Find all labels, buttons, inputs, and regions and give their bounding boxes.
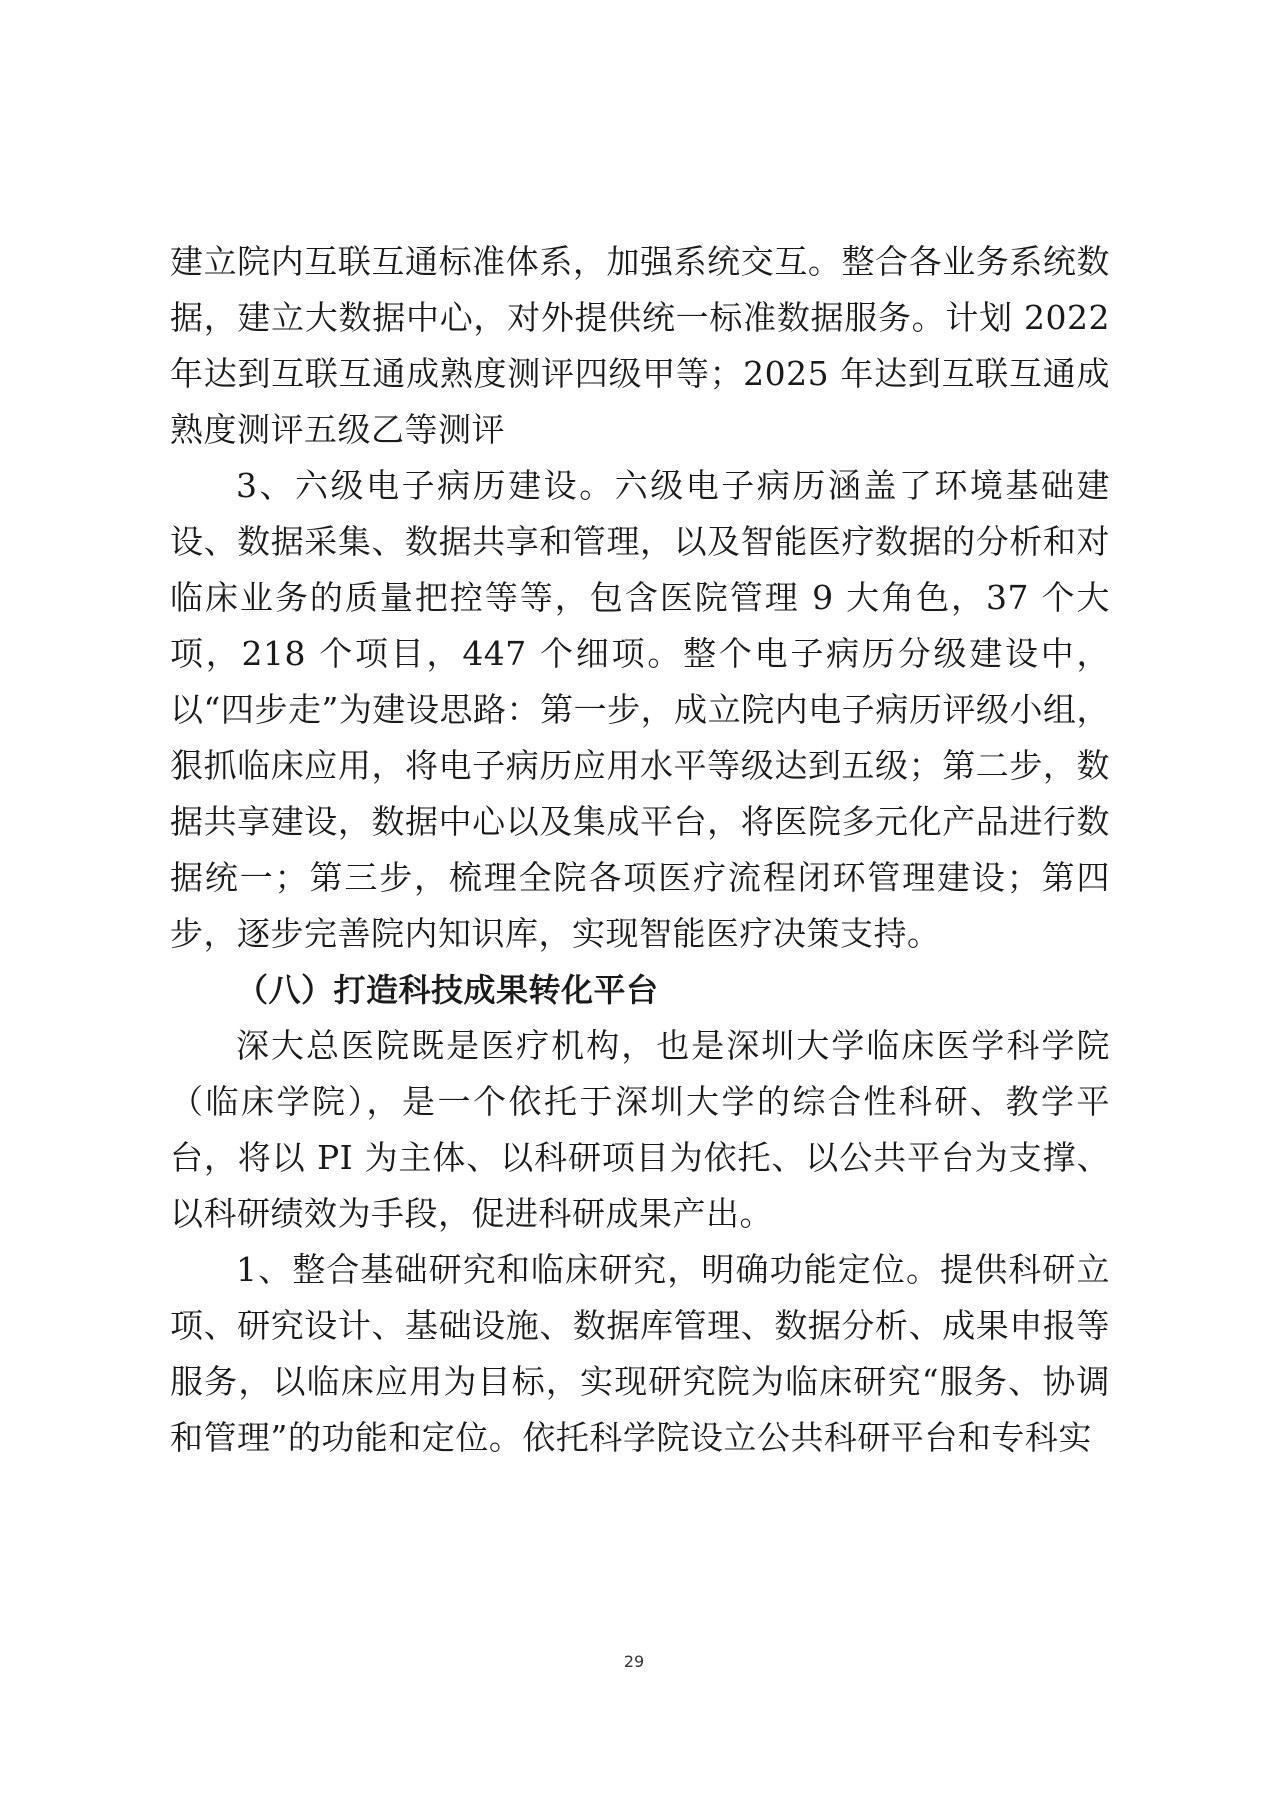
paragraph-research-integration: 1、整合基础研究和临床研究，明确功能定位。提供科研立项、研究设计、基础设施、数据库管理、数据分析、成果申报等服务，以临床应用为目标，实现研究院为临床研究“服务、协调和管理”的功能和定位。依托科学院设立公共科研平台和专科实 [170, 1250, 1110, 1457]
paragraph-hospital-platform: 深大总医院既是医疗机构，也是深圳大学临床医学科学院（临床学院），是一个依托于深圳大学的综合性科研、教学平台，将以 PI 为主体、以科研项目为依托、以公共平台为支撑、以科研绩效为手段，促进科研成果产出。 [170, 1026, 1110, 1233]
section-heading-eight: （八）打造科技成果转化平台 [236, 971, 659, 1009]
paragraph-emr-level-six: 3、六级电子病历建设。六级电子病历涵盖了环境基础建设、数据采集、数据共享和管理，以及智能医疗数据的分析和对临床业务的质量把控等等，包含医院管理 9 大角色，37 个大项，218 个项目，447 个细项。整个电子病历分级建设中，以“四步走”为建设思路：第一步，成立院内电子病历评级小组，狠抓临床应用，将电子病历应用水平等级达到五级；第二步，数据共享建设，数据中心以及集成平台，将医院多元化产品进行数据统一；第三步，梳理全院各项医疗流程闭环管理建设；第四步，逐步完善院内知识库，实现智能医疗决策支持。 [170, 466, 1110, 953]
page-number: 29 [623, 1652, 645, 1671]
document-body [170, 234, 1110, 1466]
paragraph-continuation: 建立院内互联互通标准体系，加强系统交互。整合各业务系统数据，建立大数据中心，对外提供统一标准数据服务。计划 2022 年达到互联互通成熟度测评四级甲等；2025 年达到互联互通成熟度测评五级乙等测评 [170, 242, 1110, 449]
